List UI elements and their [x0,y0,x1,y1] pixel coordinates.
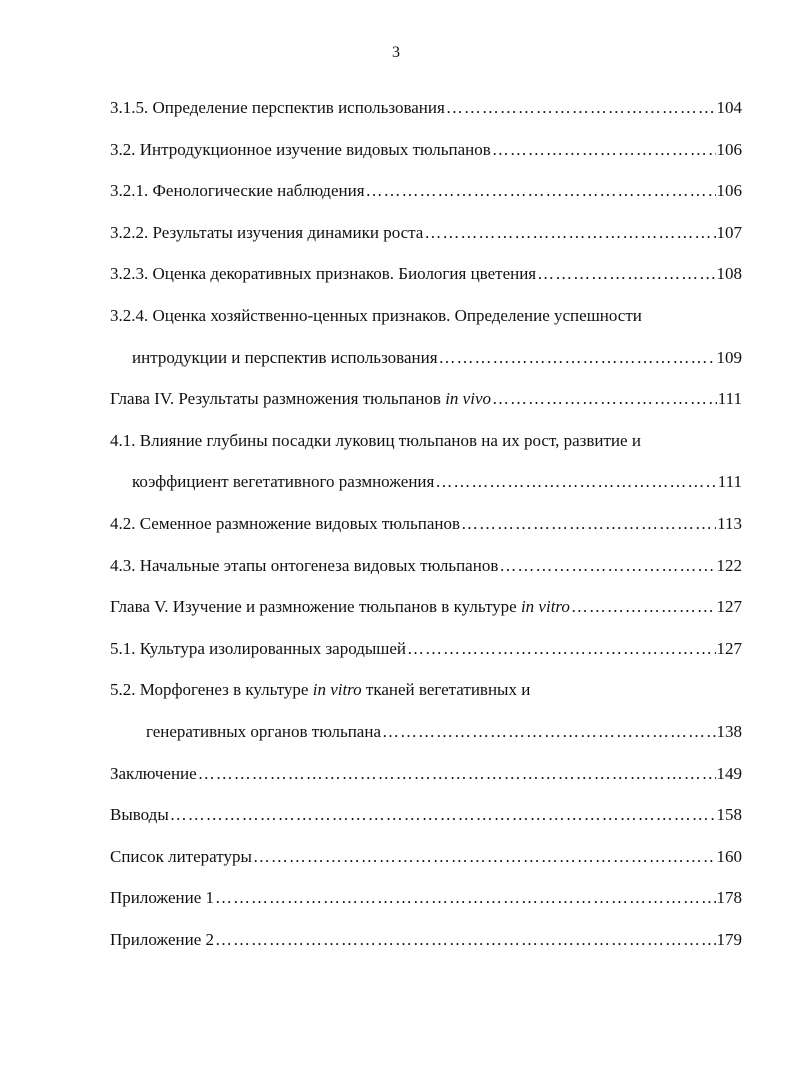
toc-entry-line-1 [110,680,742,722]
toc-entry [110,597,742,639]
dot-leader [439,348,716,368]
toc-entry [110,805,742,847]
toc-entry-page: 158 [716,805,742,825]
toc-entry-page: 108 [716,264,742,284]
italic-term: in vivo [445,389,491,409]
toc-entry-title: Глава IV. Результаты размножения тюльпанов in vivo [110,389,491,409]
dot-leader [215,888,716,908]
toc-entry [110,223,742,265]
toc-entry [110,264,742,306]
toc-entry-page: 104 [716,98,742,117]
toc-entry-line-2 [110,348,742,390]
toc-entry-title-continued: интродукции и перспектив использования [132,347,438,367]
toc-entry-page: 107 [716,222,742,242]
dot-leader [537,264,715,284]
toc-entry-title: 4.1. Влияние глубины посадки луковиц тюльпанов на их рост, развитие и [110,430,641,450]
toc-entry-title: 5.2. Морфогенез в культуре in vitro тканей вегетативных и [110,680,531,700]
toc-entry-line-2 [110,472,742,514]
dot-leader [492,140,716,160]
toc-entry-title: 4.2. Семенное размножение видовых тюльпанов [110,513,461,533]
toc-entry-page: 122 [716,555,742,575]
dot-leader [366,181,716,201]
toc-entry-title: Приложение 2 [110,929,214,949]
dot-leader [492,389,717,409]
dot-leader [461,514,716,534]
toc-entry [110,888,742,930]
toc-entry-title: 3.1.5. Определение перспектив использования [110,98,445,117]
toc-entry-line-1 [110,431,742,473]
toc-entry-title: 3.2.4. Оценка хозяйственно-ценных признаков. Определение успешности [110,305,642,325]
toc-entry-page: 149 [716,763,742,783]
table-of-contents [110,98,742,971]
toc-entry-title-continued: коэффициент вегетативного размножения [132,472,435,492]
dot-leader [571,597,716,617]
toc-entry-title: 4.3. Начальные этапы онтогенеза видовых тюльпанов [110,555,499,575]
dot-leader [435,472,716,492]
italic-term: in vitro [520,597,570,617]
dot-leader [382,722,716,742]
toc-entry-page: 178 [716,888,742,908]
toc-entry [110,930,742,972]
dot-leader [424,223,715,243]
toc-entry-title: Заключение [110,763,197,783]
toc-entry-title: Список литературы [110,846,252,866]
toc-entry [110,389,742,431]
toc-entry-page: 111 [717,472,742,492]
toc-entry-page: 179 [716,929,742,949]
toc-entry-title: 3.2.3. Оценка декоративных признаков. Биология цветения [110,264,537,284]
toc-entry-page: 106 [716,181,742,201]
toc-entry-page: 106 [716,139,742,159]
dot-leader [215,930,716,950]
toc-entry-title: 3.2.1. Фенологические наблюдения [110,181,365,201]
toc-entry-title: Глава V. Изучение и размножение тюльпанов в культуре in vitro [110,597,570,617]
toc-entry [110,140,742,182]
toc-entry-page: 109 [716,347,742,367]
toc-entry-page: 138 [716,721,742,741]
toc-entry [110,639,742,681]
toc-entry-page: 127 [716,597,742,617]
dot-leader [170,805,716,825]
toc-entry-title: 3.2.2. Результаты изучения динамики роста [110,222,424,242]
toc-entry [110,98,742,140]
dot-leader [253,847,716,867]
toc-entry-page: 113 [717,513,742,533]
toc-entry-line-1 [110,306,742,348]
toc-entry-title-continued: генеративных органов тюльпана [146,721,381,741]
toc-entry [110,556,742,598]
toc-entry-page: 127 [716,638,742,658]
italic-term: in vitro [312,680,362,700]
toc-entry [110,847,742,889]
page-number: 3 [392,44,400,61]
toc-entry-title: 3.2. Интродукционное изучение видовых тюльпанов [110,139,491,159]
toc-entry [110,764,742,806]
dot-leader [407,639,715,659]
dot-leader [499,556,715,576]
toc-entry-line-2 [110,722,742,764]
dot-leader [198,764,716,784]
toc-entry-title: Приложение 1 [110,888,214,908]
toc-entry [110,181,742,223]
toc-entry-title: 5.1. Культура изолированных зародышей [110,638,407,658]
toc-entry-title: Выводы [110,805,169,825]
dot-leader [446,98,716,118]
toc-entry-page: 111 [717,389,742,409]
toc-entry-page: 160 [716,846,742,866]
toc-entry [110,514,742,556]
